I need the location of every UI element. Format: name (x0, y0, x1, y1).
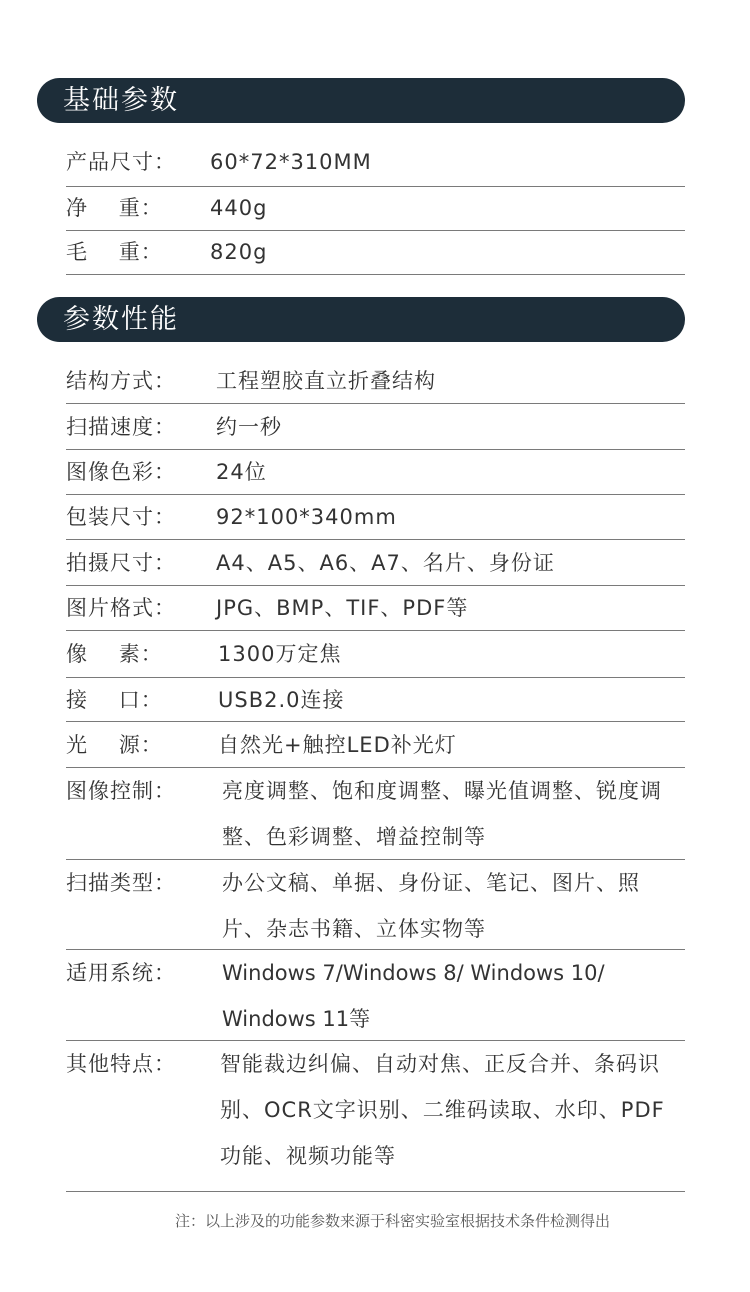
param-label: 适用系统： (66, 961, 176, 985)
param-row-gross-weight (66, 231, 685, 275)
param-label: 扫描速度： (66, 415, 176, 439)
param-label: 拍摄尺寸： (66, 551, 176, 575)
param-row-net-weight (66, 187, 685, 231)
param-row-other-features (66, 1041, 685, 1192)
param-value: JPG、BMP、TIF、PDF等 (216, 596, 469, 620)
param-row-interface (66, 678, 685, 722)
param-value: 自然光+触控LED补光灯 (218, 733, 457, 757)
param-label: 结构方式： (66, 369, 176, 393)
param-label: 扫描类型： (66, 871, 176, 895)
param-label: 图片格式： (66, 596, 176, 620)
param-row-scan-type (66, 860, 685, 950)
param-row-light-source (66, 722, 685, 768)
param-value: 24位 (216, 460, 267, 484)
param-value: USB2.0连接 (218, 688, 345, 712)
param-label: 产品尺寸： (66, 150, 176, 174)
param-value: 办公文稿、单据、身份证、笔记、图片、照片、杂志书籍、立体实物等 (222, 871, 640, 941)
param-value: 智能裁边纠偏、自动对焦、正反合并、条码识别、OCR文字识别、二维码读取、水印、PDF功能、视频功能等 (220, 1052, 665, 1168)
param-value: 440g (210, 196, 268, 220)
param-row-structure (66, 358, 685, 404)
param-row-package-size (66, 495, 685, 540)
param-value: 工程塑胶直立折叠结构 (216, 369, 436, 393)
param-label: 图像色彩： (66, 460, 176, 484)
param-value: Windows 7/Windows 8/ Windows 10/ Windows 11等 (222, 961, 605, 1031)
param-label: 净 重： (66, 196, 163, 220)
param-label: 毛 重： (66, 240, 163, 264)
param-value: 92*100*340mm (216, 505, 397, 529)
param-value: 亮度调整、饱和度调整、曝光值调整、锐度调整、色彩调整、增益控制等 (222, 779, 662, 849)
param-value: 1300万定焦 (218, 642, 342, 666)
param-value: A4、A5、A6、A7、名片、身份证 (216, 551, 555, 575)
param-value: 约一秒 (216, 415, 282, 439)
param-value: 820g (210, 240, 268, 264)
param-label: 像 素： (66, 642, 163, 666)
basic-params-header: 基础参数 (37, 78, 685, 123)
param-row-image-control (66, 768, 685, 860)
param-row-pixels (66, 631, 685, 678)
param-label: 包装尺寸： (66, 505, 176, 529)
performance-params-header: 参数性能 (37, 297, 685, 342)
param-label: 其他特点： (66, 1052, 176, 1076)
param-value: 60*72*310MM (210, 150, 372, 174)
param-row-os (66, 950, 685, 1041)
param-row-scan-speed (66, 404, 685, 450)
param-row-image-format (66, 586, 685, 631)
param-row-image-color (66, 450, 685, 495)
param-row-shoot-size (66, 540, 685, 586)
param-label: 光 源： (66, 733, 163, 757)
param-label: 接 口： (66, 688, 163, 712)
param-row-product-size (66, 140, 685, 187)
param-label: 图像控制： (66, 779, 176, 803)
footnote: 注：以上涉及的功能参数来源于科密实验室根据技术条件检测得出 (175, 1212, 611, 1230)
